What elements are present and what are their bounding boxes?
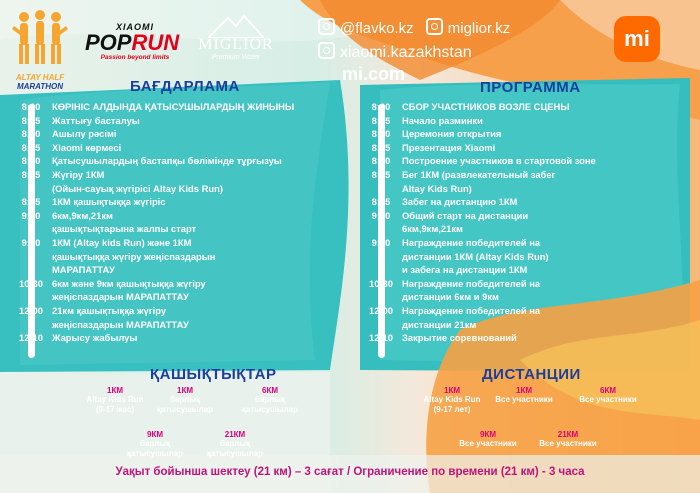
schedule-row [360,115,483,127]
distance-label: қатысушылар [156,405,214,414]
distance-km: 1КМ [177,386,193,395]
distance-item [150,386,220,415]
schedule-row [360,305,540,317]
schedule-text: 1КМ (Altay kids Run) және 1КМ [52,237,192,248]
schedule-row [360,128,501,140]
mi-logo: mi [614,16,660,62]
schedule-row [360,291,499,303]
miglior-logo [190,14,282,61]
schedule-text: Xiaomi көрмесі [52,141,122,153]
schedule-row [360,332,517,344]
schedule-time: 9:30 [371,237,391,248]
schedule-text: Закрытие соревнований [402,332,517,344]
schedule-text: Общий старт на дистанции [402,209,529,221]
schedule-text: дистанции 21км [402,318,477,330]
altay-half-marathon-logo [10,8,70,90]
right-distances-title: ДИСТАНЦИИ [482,366,581,383]
schedule-row [360,183,472,195]
distance-item [200,430,270,459]
schedule-time: 8:25 [371,141,391,153]
social-handle-3: xiaomi.kazakhstan [340,44,472,61]
schedule-text: Награждение победителей на [402,237,541,248]
schedule-row [360,142,495,154]
schedule-row [360,101,570,113]
distance-km: 21КМ [224,430,246,439]
schedule-row [360,278,540,290]
social-row-1 [318,18,510,37]
schedule-text: Церемония открытия [402,128,502,140]
distance-km: 1КМ [516,386,532,395]
distance-item [230,386,310,415]
schedule-row [10,264,115,276]
schedule-text: МАРАПАТТАУ [52,264,115,276]
schedule-text: 6км,9км,21км [402,223,463,235]
distance-km: 9КМ [480,430,496,439]
schedule-text: Жаттығу басталуы [52,114,140,126]
schedule-time: 8:35 [371,169,391,180]
schedule-time: 9:00 [21,209,41,221]
distance-label: Altay Kids Run [423,395,481,404]
distance-item [568,386,648,405]
distance-km: 9КМ [147,430,163,439]
schedule-time [10,183,52,195]
schedule-text: 6км және 9км қашықтыққа жүгіру [52,277,206,289]
social-handle-2: miglior.kz [447,20,511,37]
distance-label: барлық [140,439,170,448]
schedule-time: 8:20 [371,128,391,140]
pop-run-tagline: Passion beyond limits [100,54,170,61]
schedule-time: 12:00 [19,305,43,316]
logo-line2: MARATHON [16,82,64,91]
time-limit-footer: Уақыт бойынша шектеу (21 км) – 3 сағат / Ограничение по времени (21 км) - 3 часа [115,466,585,478]
instagram-icon [426,18,443,35]
distance-label: барлық [170,395,200,404]
schedule-row [10,291,189,303]
schedule-text: Презентация Xiaomi [402,141,496,153]
schedule-text: дистанции 1КМ (Altay Kids Run) [402,250,549,262]
schedule-time: 12:00 [369,305,393,316]
schedule-text: жеңіспаздарын МАРАПАТТАУ [52,318,189,330]
schedule-row [10,101,294,113]
schedule-row [10,196,165,208]
instagram-icon [318,42,335,59]
schedule-row [360,196,517,208]
schedule-time: 10:30 [369,277,393,289]
schedule-text: Ашылу рәсімі [52,128,117,140]
distance-km: 6КМ [600,386,616,395]
schedule-row [10,142,121,154]
schedule-text: қашықтыққа жүгіру жеңіспаздарын [52,250,216,262]
distance-label: барлық [255,395,285,404]
schedule-row [10,305,166,317]
schedule-row [10,237,191,249]
instagram-icon [318,18,335,35]
distance-label: қатысушылар [206,449,264,458]
schedule-row [360,155,596,167]
schedule-time: 8:30 [21,155,41,167]
distance-label: (9-17 лет) [433,405,471,414]
schedule-text: КӨРІНІС АЛДЫНДА ҚАТЫСУШЫЛАРДЫҢ ЖИНЫНЫ [52,101,295,112]
left-program-title: БАҒДАРЛАМА [130,78,240,95]
schedule-row [360,223,463,235]
distance-km: 1КМ [444,386,460,395]
schedule-row [10,169,104,181]
schedule-row [10,251,215,263]
social-handle-1: @flavko.kz [340,20,414,37]
schedule-text: Қатысушылардың бастапқы бөлімінде тұрғызуы [52,155,282,167]
schedule-text: Забег на дистанцию 1КМ [402,196,518,208]
schedule-time: 8:05 [371,114,391,126]
schedule-text: Награждение победителей на [402,277,541,289]
run-word: RUN [131,30,180,55]
distance-item [120,430,190,459]
schedule-time: 12:10 [369,332,393,344]
schedule-row [360,251,549,263]
schedule-time [10,251,52,263]
schedule-row [10,210,113,222]
schedule-time [10,291,52,303]
schedule-row [10,115,140,127]
schedule-time [360,251,402,263]
schedule-text: 1КМ қашықтыққа жүгіріс [52,196,166,208]
schedule-text: дистанции 6км и 9км [402,291,499,303]
schedule-text: Бег 1КМ (развлекательный забег [402,169,556,180]
distance-item [80,386,150,415]
distance-km: 1КМ [107,386,123,395]
website: mi.com [342,64,406,84]
runners-icon [10,8,70,66]
distance-item [452,430,524,449]
schedule-text: Построение участников в стартовой зоне [402,155,596,167]
schedule-text: Начало разминки [402,114,483,126]
schedule-row [10,128,117,140]
distance-label: барлық [220,439,250,448]
distance-label: Все участники [495,395,553,404]
schedule-row [10,223,196,235]
schedule-text: и забега на дистанции 1КМ [402,264,528,276]
distance-label: Все участники [539,439,597,448]
right-program-title: ПРОГРАММА [480,79,581,96]
schedule-text: Жүгіру 1КМ [52,169,105,180]
distance-label: (9-17 жас) [95,405,135,414]
mountain-icon [208,14,264,38]
schedule-time: 8:45 [371,196,391,208]
left-distances-title: ҚАШЫҚТЫҚТАР [150,366,277,383]
schedule-text: СБОР УЧАСТНИКОВ ВОЗЛЕ СЦЕНЫ [402,101,570,112]
schedule-row [360,169,555,181]
schedule-row [10,183,223,195]
schedule-time [360,319,402,331]
schedule-time: 8:05 [21,114,41,126]
distance-km: 21КМ [557,430,579,439]
schedule-text: қашықтықтарына жалпы старт [52,223,197,235]
schedule-time: 8:00 [21,101,41,112]
schedule-time: 9:00 [371,209,391,221]
distance-label: Все участники [579,395,637,404]
schedule-time [360,223,402,235]
schedule-text: (Ойын-сауық жүгірісі Altay Kids Run) [52,182,223,194]
schedule-row [360,264,527,276]
schedule-time: 10:30 [19,277,43,289]
schedule-time: 8:20 [21,128,41,140]
schedule-text: жеңіспаздарын МАРАПАТТАУ [52,291,189,303]
schedule-time [10,264,52,276]
schedule-row [10,332,137,344]
schedule-time [10,319,52,331]
distance-label: Все участники [459,439,517,448]
distance-km: 6КМ [262,386,278,395]
distance-label: қатысушылар [241,405,299,414]
schedule-time [360,264,402,276]
schedule-time: 8:35 [21,169,41,180]
pop-word: POP [85,30,132,55]
distance-item [412,386,492,415]
schedule-time [360,291,402,303]
schedule-time: 12:10 [19,332,43,344]
schedule-time: 9:30 [21,237,41,248]
miglior-name: MIGLIOR [198,36,274,53]
schedule-row [360,319,476,331]
distance-label: қатысушылар [126,449,184,458]
distance-item [488,386,560,405]
distance-item [530,430,606,449]
miglior-sub: Premium Water [211,54,261,61]
schedule-text: 21км қашықтыққа жүгіру [52,305,167,316]
schedule-time: 8:25 [21,141,41,153]
social-row-2 [318,42,472,62]
schedule-text: Награждение победителей на [402,305,541,316]
schedule-time [10,223,52,235]
schedule-time: 8:30 [371,155,391,167]
schedule-time: 8:45 [21,196,41,208]
schedule-time: 8:00 [371,101,391,112]
pop-run-top: XIAOMI [115,22,154,32]
schedule-text: Altay Kids Run) [402,182,472,194]
schedule-row [360,210,528,222]
schedule-row [360,237,540,249]
distance-label: Altay Kids Run [86,395,144,404]
schedule-row [10,155,282,167]
schedule-text: Жарысу жабылуы [52,332,138,344]
schedule-text: 6км,9км,21км [52,209,113,221]
pop-run-name [85,32,185,54]
schedule-time [360,183,402,195]
schedule-row [10,278,206,290]
logo-line1: ALTAY HALF [15,73,65,82]
schedule-row [10,319,189,331]
pop-run-logo [85,22,185,61]
